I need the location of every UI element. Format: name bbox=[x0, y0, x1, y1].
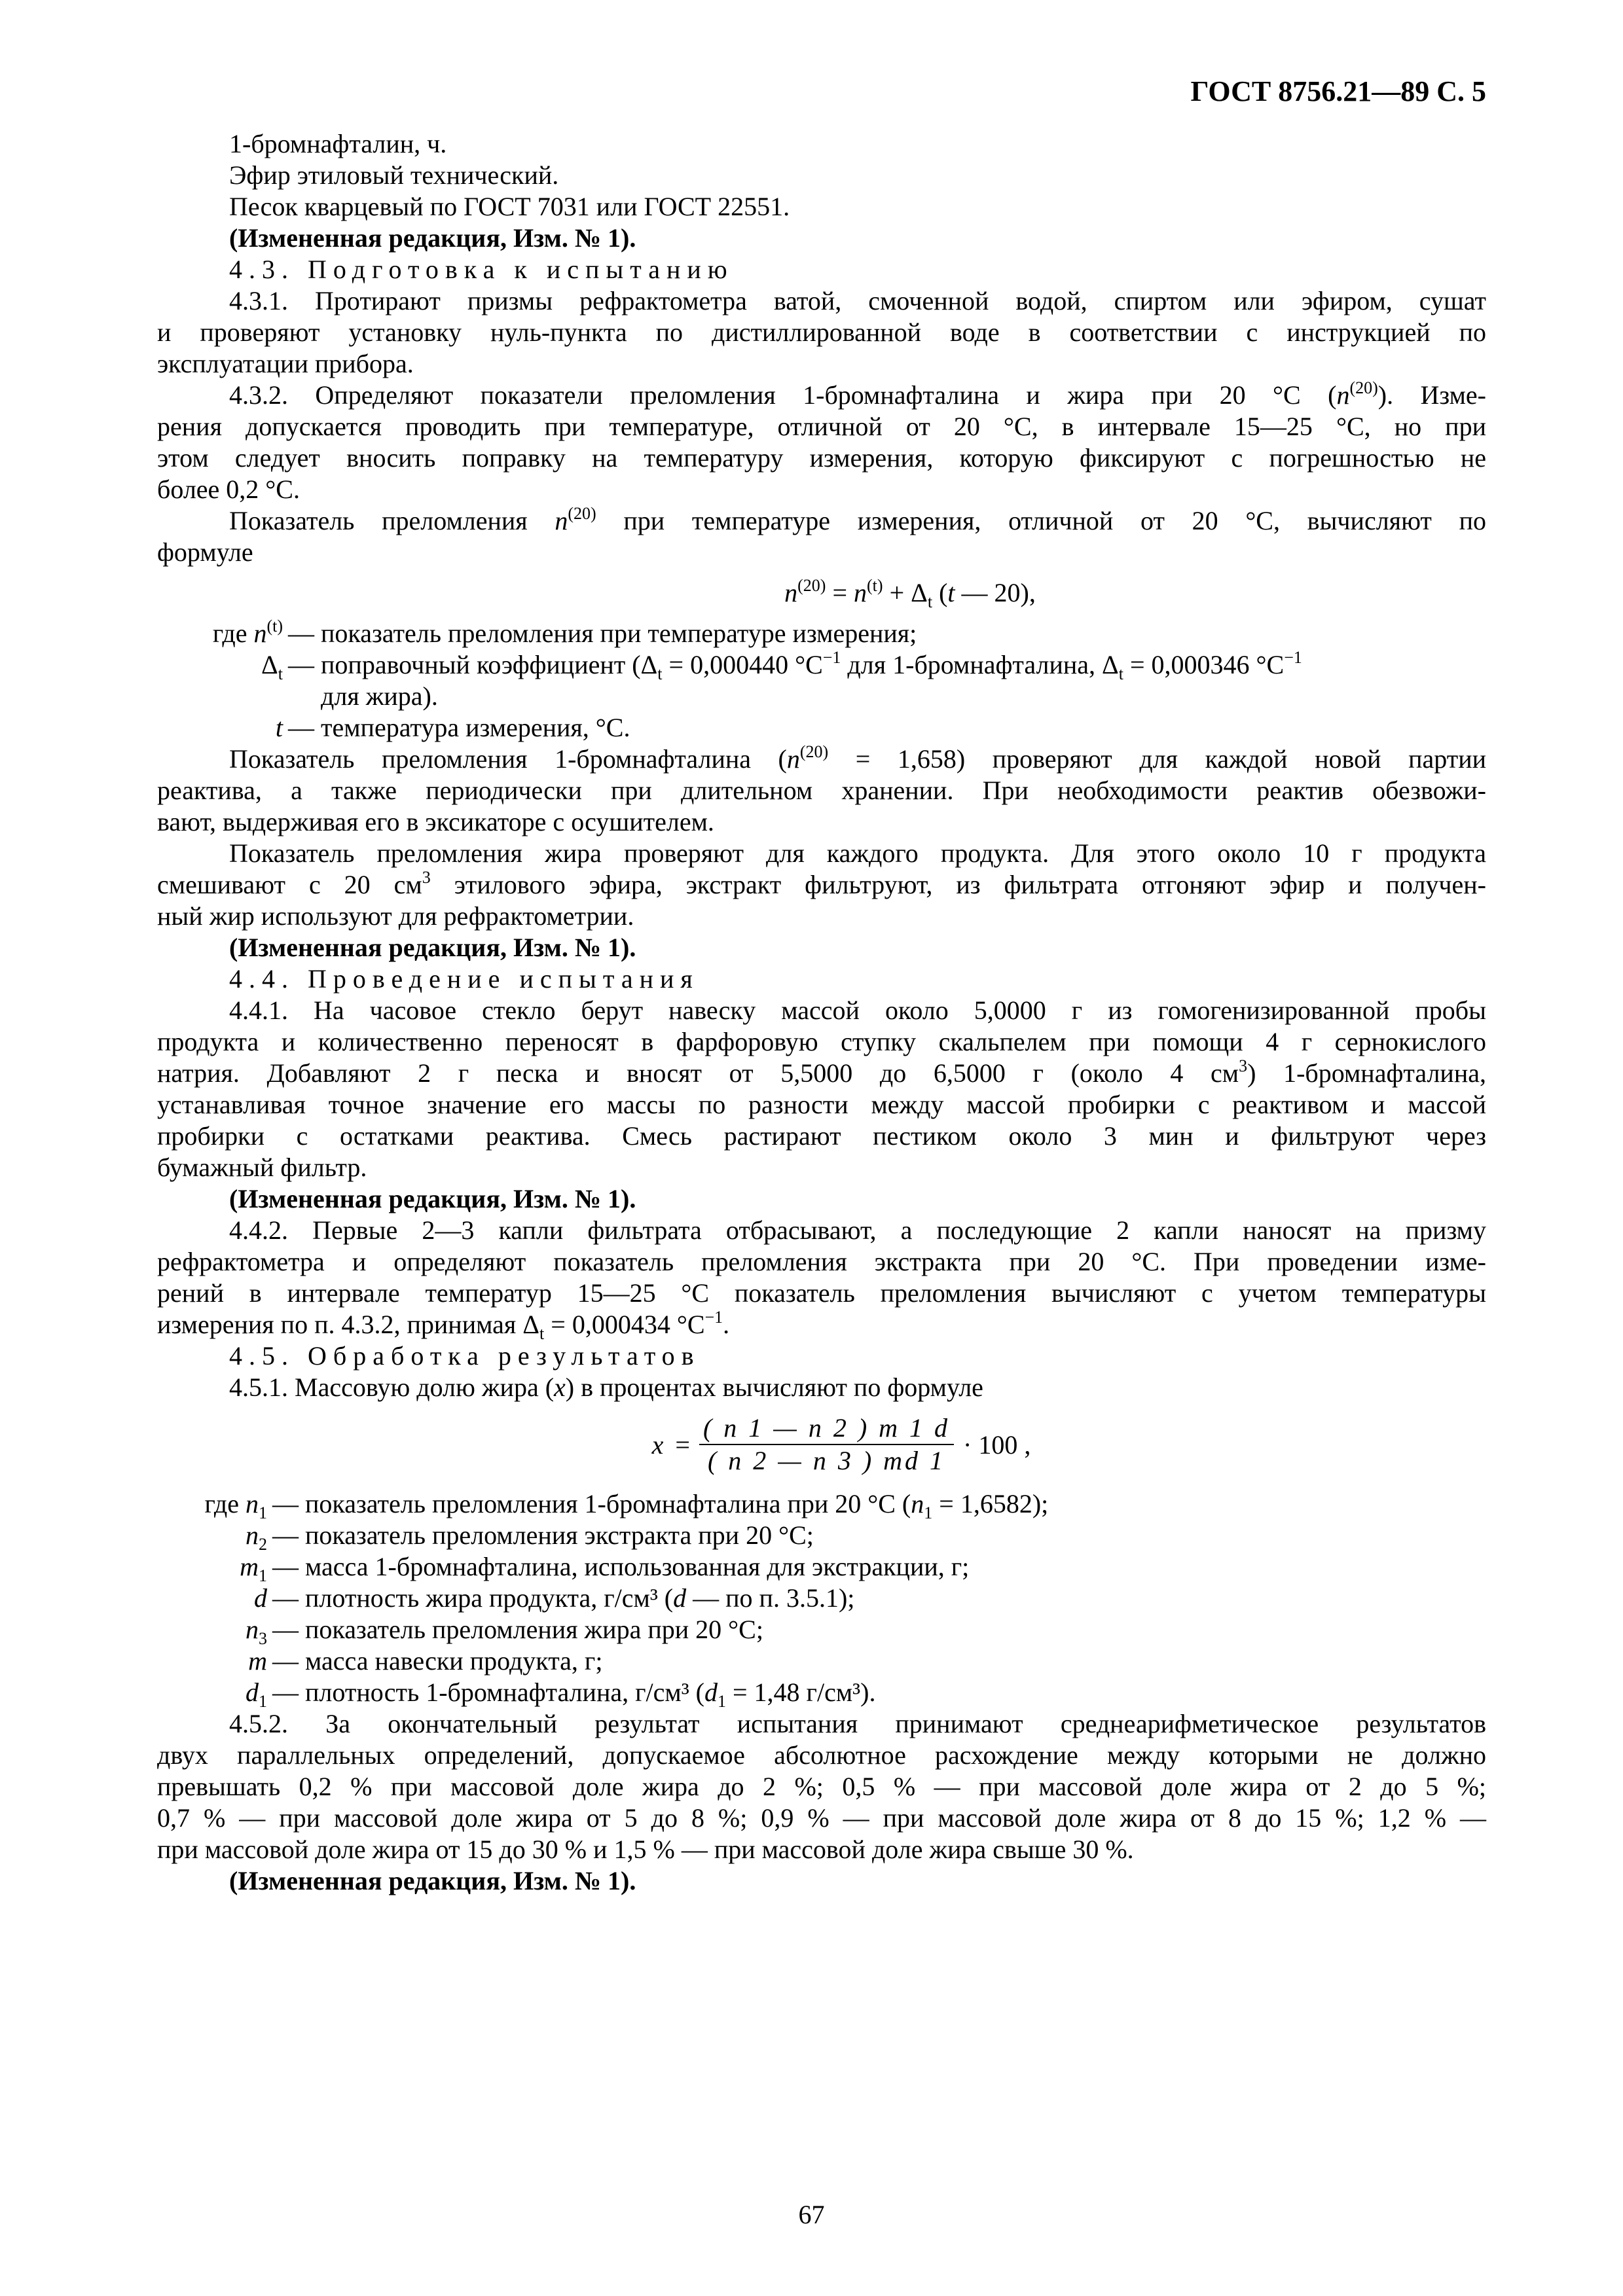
formula-numerator: ( n 1 — n 2 ) m 1 d bbox=[702, 1413, 951, 1443]
text-line: натрия. Добавляют 2 г песка и вносят от 5,5000 до 6,5000 г (около 4 $см^3$) 1-бромнафталина, bbox=[157, 1056, 1486, 1088]
text-line: 1-бромнафталин, ч. bbox=[229, 129, 447, 158]
section-heading: 4.3. Подготовка к испытанию bbox=[229, 255, 734, 284]
edit-note: (Измененная редакция, Изм. № 1). bbox=[229, 933, 636, 962]
text-line: Показатель преломления 1-бромнафталина $(n^{(20)} = 1,658)$ проверяют для каждой новой партии bbox=[229, 742, 1487, 774]
text-line: реактива, а также периодически при длительном хранении. При необходимости реактив обезвожи- bbox=[157, 776, 1486, 805]
text-line: двух параллельных определений, допускаемое абсолютное расхождение между которыми не должно bbox=[157, 1740, 1486, 1770]
edit-note: (Измененная редакция, Изм. № 1). bbox=[229, 1184, 636, 1213]
text-line: Показатель преломления $n^{(20)}$ при температуре измерения, отличной от 20 °С, вычисляют по bbox=[229, 503, 1486, 535]
legend-row: $d_1$ — плотность 1-бромнафталина, г/см³ ($d_1 = 1,48$ г/см³). bbox=[246, 1677, 876, 1711]
text-line: Эфир этиловый технический. bbox=[229, 160, 559, 190]
formula-lhs: x bbox=[651, 1429, 664, 1460]
legend-row: где $n_1$ — показатель преломления 1-бромнафталина при 20 °С $(n_1 = 1,6582)$; bbox=[204, 1489, 1049, 1522]
text-line: Песок кварцевый по ГОСТ 7031 или ГОСТ 22551. bbox=[229, 192, 790, 221]
text-line: пробирки с остатками реактива. Смесь растирают пестиком около 3 мин и фильтруют через bbox=[157, 1121, 1486, 1151]
text-line: устанавливая точное значение его массы по разности между массой пробирки с реактивом и массой bbox=[157, 1090, 1486, 1119]
text-line: Показатель преломления жира проверяют для каждого продукта. Для этого около 10 г продукта bbox=[229, 838, 1486, 868]
formula-denominator: ( n 2 — n 3 ) md 1 bbox=[707, 1446, 946, 1475]
page-number: 67 bbox=[798, 2200, 825, 2229]
formula-fraction bbox=[699, 1412, 954, 1477]
text-line: ный жир используют для рефрактометрии. bbox=[157, 901, 634, 931]
fat-fraction-formula bbox=[157, 1412, 1486, 1477]
text-line: и проверяют установку нуль-пункта по дистиллированной воде в соответствии с инструкцией по bbox=[157, 317, 1486, 347]
text-line: 4.4.1. На часовое стекло берут навеску массой около 5,0000 г из гомогенизированной пробы bbox=[229, 996, 1486, 1025]
text-line: 4.3.2. Определяют показатели преломления 1-бромнафталина и жира при 20 °С $(n^{(20)})$. Изме- bbox=[229, 378, 1486, 410]
text-line: 0,7 % — при массовой доле жира от 5 до 8 %; 0,9 % — при массовой доле жира от 8 до 15 %; 1,2 % — bbox=[157, 1803, 1486, 1833]
temperature-correction-formula: $n^{(20)} = n^{(t)} + \Delta_t$ (t — 20), bbox=[784, 575, 1036, 611]
legend-row: $n_2$ — показатель преломления экстракта при 20 °С; bbox=[246, 1520, 814, 1554]
edit-note: (Измененная редакция, Изм. № 1). bbox=[229, 1866, 636, 1895]
text-line: рения допускается проводить при температуре, отличной от 20 °С, в интервале 15—25 °С, но при bbox=[157, 412, 1486, 441]
running-title: ГОСТ 8756.21—89 С. 5 bbox=[1190, 75, 1486, 107]
legend-row: $m_1$ — масса 1-бромнафталина, использованная для экстракции, г; bbox=[240, 1552, 970, 1585]
text-line: эксплуатации прибора. bbox=[157, 349, 414, 378]
section-heading: 4.5. Обработка результатов bbox=[229, 1341, 701, 1371]
formula-legend bbox=[157, 1488, 1486, 1711]
legend-row: где $n^{(t)}$ — показатель преломления при температуре измерения; bbox=[212, 616, 917, 648]
text-line: 4.5.1. Массовую долю жира (x) в процентах вычисляют по формуле bbox=[229, 1372, 983, 1402]
text-line: смешивают с 20 $см^3$ этилового эфира, экстракт фильтруют, из фильтрата отгоняют эфир и получен- bbox=[157, 867, 1487, 899]
text-line: 4.5.2. За окончательный результат испытания принимают среднеарифметическое результатов bbox=[229, 1709, 1486, 1738]
formula-tail: · 100 , bbox=[963, 1429, 1031, 1460]
legend-row: d — плотность жира продукта, г/см³ (d — по п. 3.5.1); bbox=[254, 1583, 855, 1613]
document-page bbox=[157, 65, 1486, 1897]
formula-equals: = bbox=[675, 1429, 690, 1460]
legend-row: $\Delta_t$ — поправочный коэффициент ($\Delta_t = 0,000440$ $^\circ С^{-1}$ для 1-бромнафталина, $\Delta_t = 0,000346$ $^\circ С^{-1}$ для жира). bbox=[261, 647, 1302, 711]
text-line: этом следует вносить поправку на температуру измерения, которую фиксируют с погрешностью не bbox=[157, 443, 1486, 473]
legend-row: m — масса навески продукта, г; bbox=[248, 1646, 603, 1676]
edit-note: (Измененная редакция, Изм. № 1). bbox=[229, 223, 636, 253]
text-line: бумажный фильтр. bbox=[157, 1153, 367, 1182]
text-line: продукта и количественно переносят в фарфоровую ступку скальпелем при помощи 4 г сернокислого bbox=[157, 1027, 1486, 1056]
legend-row: $n_3$ — показатель преломления жира при 20 °С; bbox=[246, 1615, 763, 1648]
text-line: 4.3.1. Протирают призмы рефрактометра ватой, смоченной водой, спиртом или эфиром, сушат bbox=[229, 286, 1486, 315]
text-line: рефрактометра и определяют показатель преломления экстракта при 20 °С. При проведении изме- bbox=[157, 1247, 1486, 1276]
text-line: вают, выдерживая его в эксикаторе с осушителем. bbox=[157, 807, 714, 836]
text-line: более 0,2 °С. bbox=[157, 475, 300, 504]
text-line: формуле bbox=[157, 537, 253, 567]
text-line: измерения по п. 4.3.2, принимая $\Delta_t = 0,000434$ $^\circ С^{-1}$. bbox=[157, 1307, 730, 1343]
text-line: превышать 0,2 % при массовой доле жира до 2 %; 0,5 % — при массовой доле жира от 2 до 5 %; bbox=[157, 1772, 1486, 1801]
text-line: 4.4.2. Первые 2—3 капли фильтрата отбрасывают, а последующие 2 капли наносят на призму bbox=[229, 1215, 1486, 1245]
text-line: рений в интервале температур 15—25 °С показатель преломления вычисляют с учетом температуры bbox=[157, 1278, 1486, 1308]
text-line: при массовой доле жира от 15 до 30 % и 1,5 % — при массовой доле жира свыше 30 %. bbox=[157, 1835, 1134, 1864]
legend-row: t — температура измерения, °С. bbox=[275, 713, 630, 742]
section-heading: 4.4. Проведение испытания bbox=[229, 964, 699, 994]
